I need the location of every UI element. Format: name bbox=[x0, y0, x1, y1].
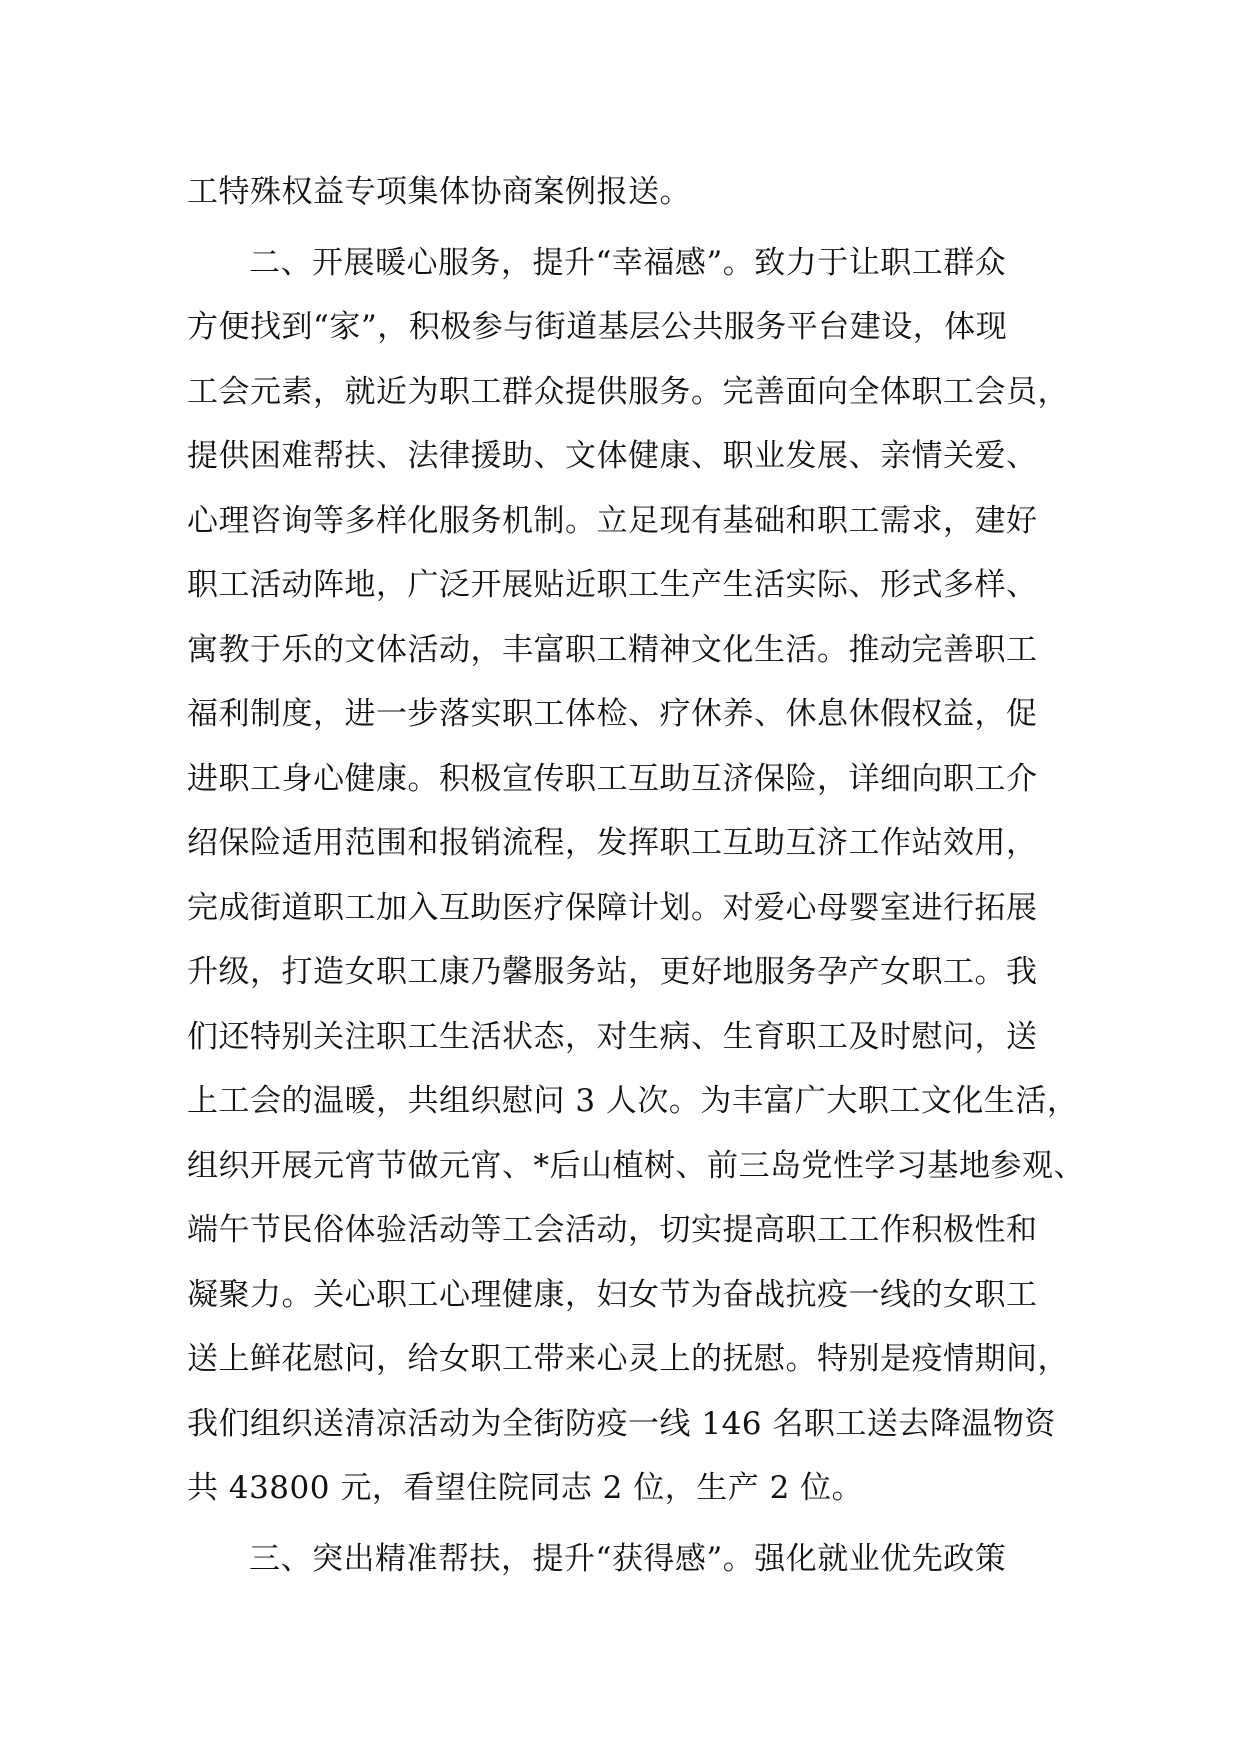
text-line: 端午节民俗体验活动等工会活动，切实提高职工工作积极性和 bbox=[187, 1212, 1038, 1248]
text-line: 完成街道职工加入互助医疗保障计划。对爱心母婴室进行拓展 bbox=[187, 889, 1038, 926]
text-line: 升级，打造女职工康乃馨服务站，更好地服务孕产女职工。我 bbox=[187, 954, 1038, 990]
section-three-heading-line: 三、突出精准帮扶，提升“获得感”。强化就业优先政策 bbox=[249, 1540, 1007, 1577]
paragraph-continuation bbox=[187, 160, 1087, 225]
text-line: 福利制度，进一步落实职工体检、疗休养、休息休假权益，促 bbox=[187, 696, 1038, 732]
text-line: 工会元素，就近为职工群众提供服务。完善面向全体职工会员， bbox=[187, 373, 1069, 410]
text-line: 我们组织送清凉活动为全街防疫一线 146 名职工送去降温物资 bbox=[187, 1405, 1056, 1442]
document-body bbox=[187, 160, 1087, 1591]
text-line: 职工活动阵地，广泛开展贴近职工生产生活实际、形式多样、 bbox=[187, 567, 1038, 603]
text-line: 组织开展元宵节做元宵、*后山植树、前三岛党性学习基地参观、 bbox=[187, 1147, 1085, 1184]
text-line: 心理咨询等多样化服务机制。立足现有基础和职工需求，建好 bbox=[187, 502, 1038, 539]
text-line: 上工会的温暖，共组织慰问 3 人次。为丰富广大职工文化生活， bbox=[187, 1083, 1079, 1119]
text-line: 绍保险适用范围和报销流程，发挥职工互助互济工作站效用， bbox=[187, 825, 1038, 861]
section-two-heading-line: 二、开展暖心服务，提升“幸福感”。致力于让职工群众 bbox=[249, 244, 1007, 281]
text-line: 方便找到“家”，积极参与街道基层公共服务平台建设，体现 bbox=[187, 309, 1008, 345]
text-line: 凝聚力。关心职工心理健康，妇女节为奋战抗疫一线的女职工 bbox=[187, 1276, 1038, 1313]
paragraph-section-two bbox=[187, 231, 1087, 1521]
text-line: 寓教于乐的文体活动，丰富职工精神文化生活。推动完善职工 bbox=[187, 631, 1038, 668]
text-line: 提供困难帮扶、法律援助、文体健康、职业发展、亲情关爱、 bbox=[187, 438, 1038, 474]
text-line: 们还特别关注职工生活状态，对生病、生育职工及时慰问，送 bbox=[187, 1018, 1038, 1055]
text-line: 共 43800 元，看望住院同志 2 位，生产 2 位。 bbox=[187, 1470, 864, 1506]
paragraph-section-three bbox=[187, 1527, 1087, 1592]
text-line: 送上鲜花慰问，给女职工带来心灵上的抚慰。特别是疫情期间， bbox=[187, 1341, 1069, 1377]
text-line: 进职工身心健康。积极宣传职工互助互济保险，详细向职工介 bbox=[187, 760, 1038, 797]
text-line: 工特殊权益专项集体协商案例报送。 bbox=[187, 174, 691, 210]
